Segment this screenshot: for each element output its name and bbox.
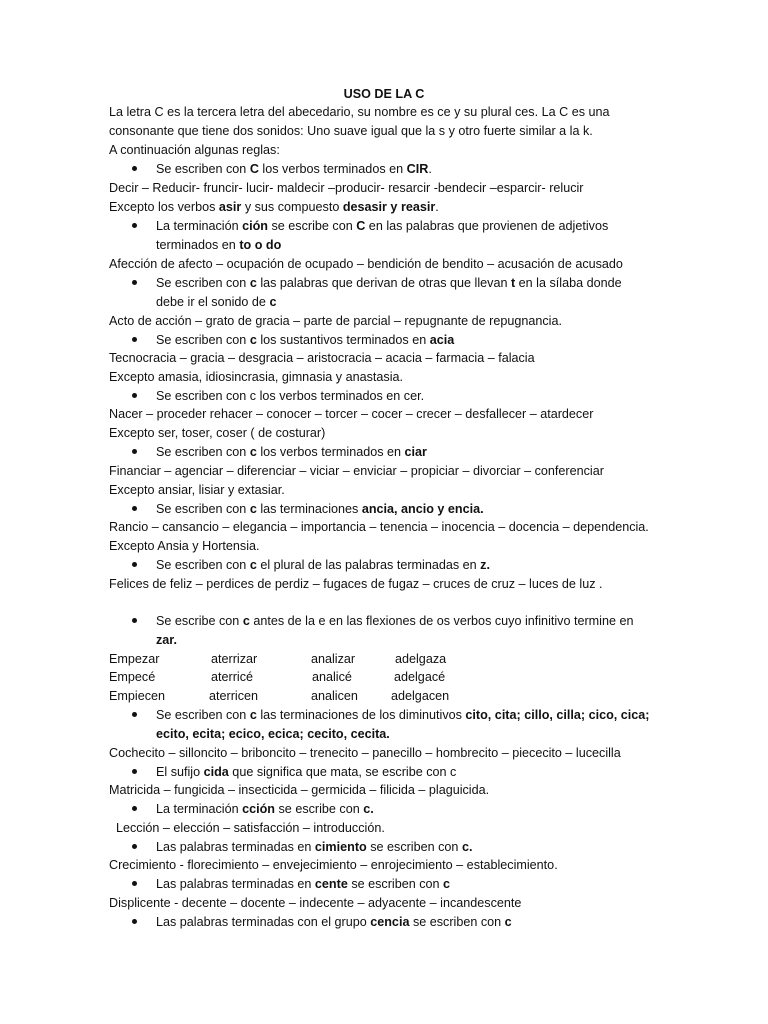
exception-5: Excepto ser, toser, coser ( de costurar) [109,426,326,440]
bullet [132,712,137,717]
rule-10: Se escriben con c las terminaciones de los diminutivos cito, cita; cillo, cilla; cico, cica; [156,708,650,722]
intro-line-1: La letra C es la tercera letra del abecedario, su nombre es ce y su plural ces. La C es una [109,105,610,119]
example-7: Rancio – cansancio – elegancia – importancia – tenencia – inocencia – docencia – dependencia. [109,520,649,534]
bullet [132,223,137,228]
rule-1: Se escriben con C los verbos terminados en CIR. [156,162,432,176]
rule-9-continued: zar. [156,633,178,647]
rule-9: Se escribe con c antes de la e en las flexiones de os verbos cuyo infinitivo termine en [156,614,634,628]
bullet [132,562,137,567]
bullet [132,280,137,285]
rule-2: La terminación ción se escribe con C en las palabras que provienen de adjetivos [156,219,609,233]
rule-7: Se escriben con c las terminaciones ancia, ancio y encia. [156,502,484,516]
example-11: Matricida – fungicida – insecticida – germicida – filicida – plaguicida. [109,783,490,797]
rule-5: Se escriben con c los verbos terminados en cer. [156,389,425,403]
bullet [132,618,137,623]
bullet [132,506,137,511]
example-5: Nacer – proceder rehacer – conocer – torcer – cocer – crecer – desfallecer – atardecer [109,407,594,421]
rule-6: Se escriben con c los verbos terminados en ciar [156,445,427,459]
rule-11: El sufijo cida que significa que mata, se escribe con c [156,765,457,779]
example-8: Felices de feliz – perdices de perdiz – fugaces de fugaz – cruces de cruz – luces de luz . [109,577,603,591]
exception-7: Excepto Ansia y Hortensia. [109,539,260,553]
example-4: Tecnocracia – gracia – desgracia – aristocracia – acacia – farmacia – falacia [109,351,535,365]
example-10: Cochecito – silloncito – briboncito – trenecito – panecillo – hombrecito – piececito – lucecilla [109,746,621,760]
example-1: Decir – Reducir- fruncir- lucir- maldecir –producir- resarcir -bendecir –esparcir- relucir [109,181,584,195]
example-6: Financiar – agenciar – diferenciar – viciar – enviciar – propiciar – divorciar – conferenciar [109,464,604,478]
page-title: USO DE LA C [343,87,425,101]
bullet [132,844,137,849]
rule-15: Las palabras terminadas con el grupo cencia se escriben con c [156,915,512,929]
rule-13: Las palabras terminadas en cimiento se escriben con c. [156,840,473,854]
rule-3: Se escriben con c las palabras que derivan de otras que llevan t en la sílaba donde [156,276,622,290]
rule-8: Se escriben con c el plural de las palabras terminadas en z. [156,558,490,572]
example-3: Acto de acción – grato de gracia – parte de parcial – repugnante de repugnancia. [109,314,562,328]
bullet [132,393,137,398]
exception-1: Excepto los verbos asir y sus compuesto desasir y reasir. [109,200,439,214]
intro-line-2: consonante que tiene dos sonidos: Uno suave igual que la s y otro fuerte similar a la k. [109,124,593,138]
bullet [132,769,137,774]
rule-10-continued: ecito, ecita; ecico, ecica; cecito, cecita. [156,727,390,741]
rule-14: Las palabras terminadas en cente se escriben con c [156,877,451,891]
rule-3-continued: debe ir el sonido de c [156,295,277,309]
verb-table-row: Empecé aterricé analicé adelgacé [109,670,446,684]
bullet [132,881,137,886]
bullet [132,919,137,924]
example-2: Afección de afecto – ocupación de ocupado – bendición de bendito – acusación de acusado [109,257,623,271]
verb-table-row: Empiecen aterricen analicen adelgacen [109,689,450,703]
rule-12: La terminación cción se escribe con c. [156,802,374,816]
bullet [132,449,137,454]
bullet [132,806,137,811]
exception-4: Excepto amasia, idiosincrasia, gimnasia y anastasia. [109,370,403,384]
example-13: Crecimiento - florecimiento – envejecimiento – enrojecimiento – establecimiento. [109,858,558,872]
example-14: Displicente - decente – docente – indecente – adyacente – incandescente [109,896,522,910]
bullet [132,337,137,342]
exception-6: Excepto ansiar, lisiar y extasiar. [109,483,285,497]
rule-2-continued: terminados en to o do [156,238,282,252]
rule-4: Se escriben con c los sustantivos terminados en acia [156,333,455,347]
bullet [132,166,137,171]
example-12: Lección – elección – satisfacción – introducción. [109,821,385,835]
verb-table-row: Empezar aterrizar analizar adelgaza [109,652,447,666]
intro-line-3: A continuación algunas reglas: [109,143,280,157]
